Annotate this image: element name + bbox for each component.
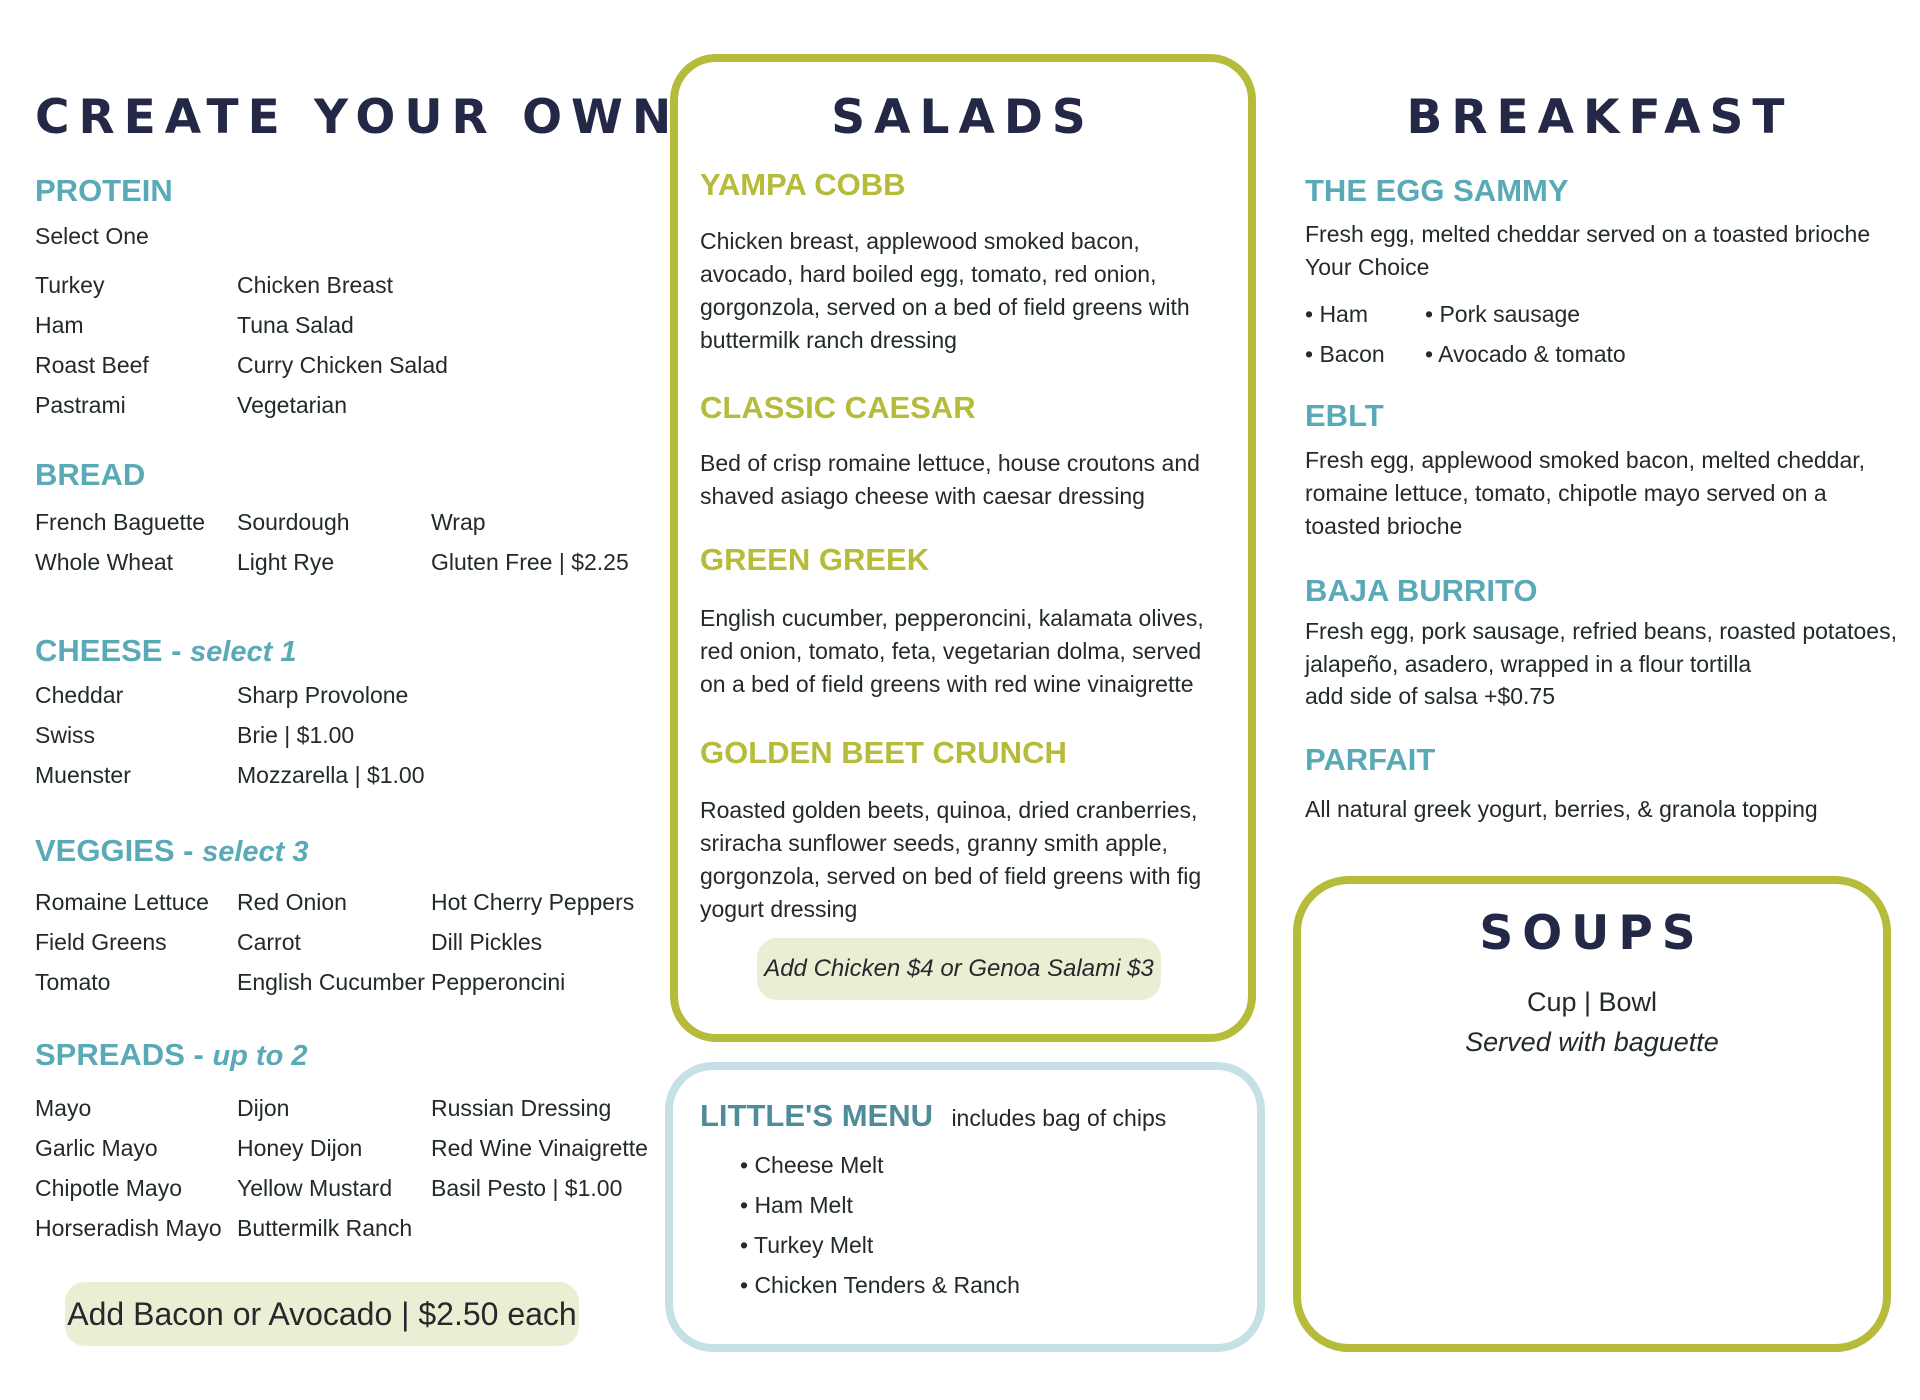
veggies-list [35, 882, 651, 1002]
egg-sammy-choice: Your Choice [1305, 254, 1430, 280]
egg-sammy-desc: Fresh egg, melted cheddar served on a toasted brioche [1305, 221, 1871, 247]
baja-burrito-desc: Fresh egg, pork sausage, refried beans, roasted potatoes, jalapeño, asadero, wrapped in a flour tortilla [1305, 618, 1897, 677]
list-item: • Pork sausage [1425, 301, 1581, 327]
list-item: Curry Chicken Salad [237, 352, 448, 378]
salad-addon-badge: Add Chicken $4 or Genoa Salami $3 [757, 938, 1161, 1000]
spreads-heading: SPREADS - up to 2 [35, 1037, 308, 1072]
list-item: Yellow Mustard [237, 1175, 393, 1201]
littles-note: includes bag of chips [951, 1105, 1167, 1131]
list-item: Roast Beef [35, 352, 149, 378]
bread-list [35, 502, 651, 582]
list-item: English Cucumber [237, 969, 425, 995]
cheese-sub: select 1 [190, 636, 297, 668]
list-item: Muenster [35, 762, 131, 788]
list-item: Chicken Breast [237, 272, 393, 298]
protein-heading: PROTEIN [35, 173, 173, 208]
list-item: Field Greens [35, 929, 167, 955]
parfait-desc: All natural greek yogurt, berries, & granola topping [1305, 796, 1818, 822]
list-item: Wrap [431, 509, 486, 535]
add-bacon-avocado-badge: Add Bacon or Avocado | $2.50 each [65, 1282, 579, 1346]
salad-desc: Roasted golden beets, quinoa, dried cranberries, sriracha sunflower seeds, granny smith apple, gorgonzola, served on bed of field greens with fig yogurt dressing [700, 797, 1202, 922]
protein-note: Select One [35, 223, 149, 249]
list-item: Garlic Mayo [35, 1135, 158, 1161]
list-item: Horseradish Mayo [35, 1215, 222, 1241]
soups-title: SOUPS [1479, 906, 1705, 961]
salad-name: GREEN GREEK [700, 542, 930, 577]
list-item: Carrot [237, 929, 301, 955]
list-item: Hot Cherry Peppers [431, 889, 635, 915]
list-item: Mayo [35, 1095, 92, 1121]
list-item: Tuna Salad [237, 312, 354, 338]
veggies-heading: VEGGIES - select 3 [35, 833, 309, 868]
egg-sammy-options [1305, 294, 1685, 374]
cheese-heading: CHEESE - select 1 [35, 633, 297, 668]
eblt-name: EBLT [1305, 398, 1384, 433]
salad-name: CLASSIC CAESAR [700, 390, 976, 425]
salad-desc: Bed of crisp romaine lettuce, house croutons and shaved asiago cheese with caesar dressing [700, 450, 1200, 509]
salad-desc: English cucumber, pepperoncini, kalamata olives, red onion, tomato, feta, vegetarian dolma, served on a bed of field greens with red wine vinaigrette [700, 605, 1204, 697]
list-item: • Chicken Tenders & Ranch [740, 1272, 1020, 1298]
veggies-sub: select 3 [202, 836, 309, 868]
littles-list [740, 1145, 1020, 1305]
bread-heading: BREAD [35, 457, 146, 492]
parfait-name: PARFAIT [1305, 742, 1436, 777]
list-item: Sharp Provolone [237, 682, 409, 708]
list-item: French Baguette [35, 509, 206, 535]
create-your-own-title: CREATE YOUR OWN [35, 90, 681, 145]
cheese-list [35, 675, 497, 795]
list-item: Ham [35, 312, 84, 338]
salad-desc: Chicken breast, applewood smoked bacon, avocado, hard boiled egg, tomato, red onion, gorgonzola, served on a bed of field greens with buttermilk ranch dressing [700, 228, 1190, 353]
list-item: Dill Pickles [431, 929, 543, 955]
list-item: Gluten Free | $2.25 [431, 549, 629, 575]
list-item: Dijon [237, 1095, 290, 1121]
list-item: Russian Dressing [431, 1095, 612, 1121]
list-item: • Ham Melt [740, 1192, 853, 1218]
list-item: Light Rye [237, 549, 335, 575]
list-item: Pepperoncini [431, 969, 566, 995]
list-item: Basil Pesto | $1.00 [431, 1175, 623, 1201]
list-item: Chipotle Mayo [35, 1175, 183, 1201]
baja-burrito-extra: add side of salsa +$0.75 [1305, 683, 1555, 709]
list-item: Whole Wheat [35, 549, 174, 575]
protein-list [35, 265, 497, 425]
littles-header [700, 1098, 1166, 1134]
list-item: Sourdough [237, 509, 350, 535]
list-item: Vegetarian [237, 392, 347, 418]
soups-note: Served with baguette [1465, 1027, 1719, 1057]
list-item: Swiss [35, 722, 96, 748]
spreads-sub: up to 2 [212, 1040, 308, 1072]
breakfast-title: BREAKFAST [1406, 90, 1794, 145]
list-item: Cheddar [35, 682, 124, 708]
salad-name: YAMPA COBB [700, 167, 906, 202]
list-item: Romaine Lettuce [35, 889, 209, 915]
list-item: Turkey [35, 272, 105, 298]
list-item: • Avocado & tomato [1425, 341, 1626, 367]
soups-sizes: Cup | Bowl [1526, 987, 1658, 1017]
list-item: • Bacon [1305, 341, 1385, 367]
list-item: • Cheese Melt [740, 1152, 884, 1178]
egg-sammy-name: THE EGG SAMMY [1305, 173, 1569, 208]
list-item: Honey Dijon [237, 1135, 363, 1161]
list-item: Red Onion [237, 889, 347, 915]
eblt-desc: Fresh egg, applewood smoked bacon, melted cheddar, romaine lettuce, tomato, chipotle mayo served on a toasted brioche [1305, 447, 1866, 539]
list-item: Brie | $1.00 [237, 722, 355, 748]
littles-title: LITTLE'S MENU [700, 1098, 933, 1133]
list-item: Pastrami [35, 392, 126, 418]
salads-title: SALADS [831, 90, 1095, 145]
list-item: Mozzarella | $1.00 [237, 762, 425, 788]
list-item: • Turkey Melt [740, 1232, 874, 1258]
salad-name: GOLDEN BEET CRUNCH [700, 735, 1067, 770]
list-item: Tomato [35, 969, 111, 995]
list-item: Buttermilk Ranch [237, 1215, 413, 1241]
baja-burrito-name: BAJA BURRITO [1305, 573, 1538, 608]
spreads-list [35, 1088, 651, 1248]
list-item: Red Wine Vinaigrette [431, 1135, 648, 1161]
list-item: • Ham [1305, 301, 1369, 327]
